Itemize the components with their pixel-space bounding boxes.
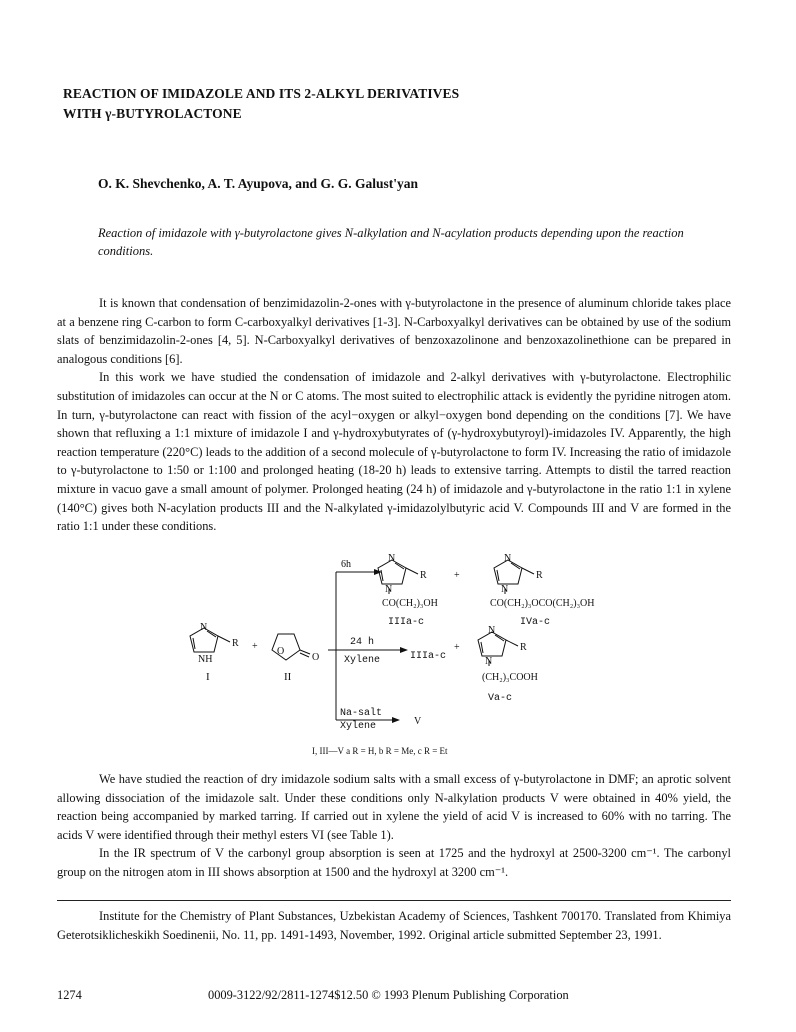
compound-iv-atom-n-top: N [504,553,512,564]
condition-xylene: Xylene [344,655,381,666]
compound-iv-substituent: CO(CH₂)₃OCO(CH₂)₃OH [490,598,595,609]
body-paragraph-3: We have studied the reaction of dry imidazole sodium salts with a small excess of γ-butyrolactone in DMF; an aprotic solvent allowing dissociation of the imidazole salt. Under these conditions only N-alkylation products V were obtained in 40% yield, the reaction being accompanied by marked tarring. If carried out in xylene the yield of acid V is increased to 60% with no tarring. The acids V were identified through their methyl esters VI (see Table 1). [57,772,731,842]
compound-ii-carbonyl-oxygen: O [312,652,320,663]
compound-v-structure [478,632,518,666]
compound-v-atom-r: R [520,642,527,653]
compound-i-atom-n: N [200,622,208,633]
scheme-plus-1: + [252,641,258,652]
compound-iii-label-top: IIIa-c [388,617,425,628]
footnote-divider [57,900,731,901]
compound-i-atom-nh: NH [198,654,213,665]
compound-ii-label: II [284,671,292,683]
compound-v-atom-n-top: N [488,625,496,636]
reaction-scheme [160,548,640,760]
abstract: Reaction of imidazole with γ-butyrolactone gives N-alkylation and N-acylation products depending upon the reaction conditions. [98,226,684,258]
compound-i-atom-r: R [232,638,239,649]
condition-na-salt: Na-salt [340,708,383,719]
compound-iv-label: IVa-c [520,617,551,628]
compound-iii-atom-n: N [385,584,393,595]
scheme-plus-3: + [454,642,460,653]
body-paragraph-2: In this work we have studied the condensation of imidazole and 2-alkyl derivatives with γ-butyrolactone. Electrophilic substitution of imidazoles can occur at the N or C atoms. The most suited to electrophilic attack is evidently the pyridine nitrogen atom. In turn, γ-butyrolactone can react with fission of the acyl−oxygen or alkyl−oxygen bond depending on the conditions [7]. We have shown that refluxing a 1:1 mixture of imidazole I and γ-hydroxybutyrates of (γ-hydroxybutyroyl)-imidazoles IV. Apparently, the high reaction temperature (220°C) leads to the addition of a second molecule of γ-butyrolactone to form IV. Increasing the ratio of imidazole to γ-butyrolactone to 1:50 or 1:100 and prolonged heating (18-20 h) leads to extensive tarring. Attempts to distil the tarred reaction mixture in vacuo gave a small amount of polymer. Prolonged heating (24 h) of imidazole and γ-butyrolactone in the ratio 1:1 in xylene (140°C) gives both N-acylation products III and the N-alkylated γ-imidazolylbutyric acid V. Compounds III and V are formed in the ratio 1:1 under these conditions. [57,370,731,534]
body-text-upper [57,294,731,536]
compound-v-label: Va-c [488,693,513,704]
compound-iii-substituent: CO(CH₂)₃OH [382,598,438,609]
compound-iii-label-middle: IIIa-c [410,651,447,662]
footer-publication-code: 0009-3122/92/2811-1274$12.50 © 1993 Plenum Publishing Corporation [208,988,569,1002]
compound-v-label-bottom: V [414,716,422,727]
scheme-legend: I, III—V a R = H, b R = Me, c R = Et [312,746,448,756]
condition-24h: 24 h [350,637,375,648]
compound-v-substituent: (CH₂)₃COOH [482,672,538,683]
body-paragraph-1: It is known that condensation of benzimidazolin-2-ones with γ-butyrolactone in the presence of aluminum chloride takes place at a benzene ring C-carbon to form C-carboxyalkyl derivatives [1-3]. N-Carboxyalkyl derivatives can be obtained by use of the sodium slats of benzimidazolin-2-ones [4, 5]. N-Carboxyalkyl derivatives of benzoxazolinone and benzoxazolinethione can be prepared in analogous conditions [6]. [57,296,731,366]
compound-iv-atom-n: N [501,584,509,595]
compound-i-label: I [206,671,210,683]
compound-iv-atom-r: R [536,570,543,581]
author-list: O. K. Shevchenko, A. T. Ayupova, and G. G. Galust'yan [98,176,418,191]
footnote: Institute for the Chemistry of Plant Substances, Uzbekistan Academy of Sciences, Tashkent 700170. Translated from Khimiya Geterotsiklicheskikh Soedinenii, No. 11, pp. 1491-1493, November, 1992. Original article submitted September 23, 1991. [57,909,731,942]
article-title [63,84,683,124]
condition-6h: 6h [341,559,351,570]
title-line-1: REACTION OF IMIDAZOLE AND ITS 2-ALKYL DERIVATIVES [63,86,460,101]
compound-iii-atom-r: R [420,570,427,581]
scheme-plus-2: + [454,570,460,581]
compound-ii-ring-oxygen: O [277,646,285,657]
compound-v-atom-n: N [485,656,493,667]
body-paragraph-4: In the IR spectrum of V the carbonyl group absorption is seen at 1725 and the hydroxyl at 2500-3200 cm⁻¹. The carbonyl group on the nitrogen atom in III shows absorption at 1500 and the hydroxyl at 3200 cm⁻¹. [57,846,731,879]
title-line-2: WITH γ-BUTYROLACTONE [63,106,242,121]
page-number: 1274 [57,988,82,1002]
compound-iii-atom-n-top: N [388,553,396,564]
compound-i-structure [190,628,230,652]
body-text-lower [57,770,731,882]
compound-iii-structure [378,560,418,594]
compound-iv-structure [494,560,534,594]
condition-xylene-2: Xylene [340,721,377,732]
